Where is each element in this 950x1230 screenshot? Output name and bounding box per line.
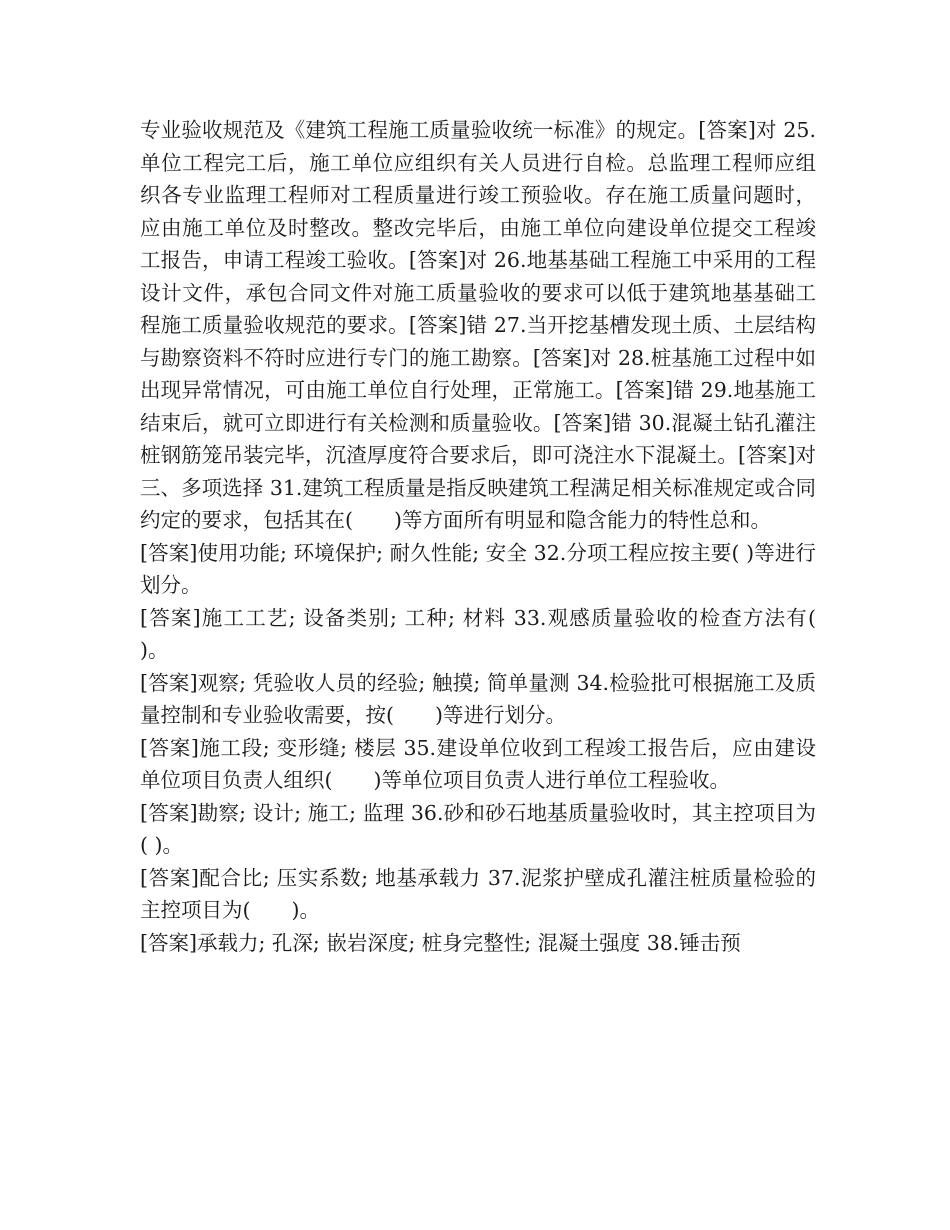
- answer-paragraph-32: [答案]施工工艺; 设备类别; 工种; 材料 33.观感质量验收的检查方法有( )。: [140, 605, 857, 662]
- answer-paragraph-36: [答案]配合比; 压实系数; 地基承载力 37.泥浆护壁成孔灌注桩质量检验的主控项目为( )。: [140, 865, 816, 922]
- answer-paragraph-31: [答案]使用功能; 环境保护; 耐久性能; 安全 32.分项工程应按主要( )等进行划分。: [140, 540, 816, 597]
- answer-paragraph-35: [答案]勘察; 设计; 施工; 监理 36.砂和砂石地基质量验收时，其主控项目为( )。: [140, 800, 816, 857]
- answer-paragraph-34: [答案]施工段; 变形缝; 楼层 35.建设单位收到工程竣工报告后，应由建设单位项目负责人组织( )等单位项目负责人进行单位工程验收。: [140, 735, 816, 792]
- paragraph-true-false-answers: 专业验收规范及《建筑工程施工质量验收统一标准》的规定。[答案]对 25.单位工程完工后，施工单位应组织有关人员进行自检。总监理工程师应组织各专业监理工程师对工程质量进行竣工预验收。存在施工质量问题时，应由施工单位及时整改。整改完毕后，由施工单位向建设单位提交工程竣工报告，申请工程竣工验收。[答案]对 26.地基基础工程施工中采用的工程设计文件，承包合同文件对施工质量验收的要求可以低于建筑地基基础工程施工质量验收规范的要求。[答案]错 27.当开挖基槽发现土质、土层结构与勘察资料不符时应进行专门的施工勘察。[答案]对 28.桩基施工过程中如出现异常情况，可由施工单位自行处理，正常施工。[答案]错 29.地基施工结束后，就可立即进行有关检测和质量验收。[答案]错 30.混凝土钻孔灌注桩钢筋笼吊装完毕，沉渣厚度符合要求后，即可浇注水下混凝土。[答案]对 三、多项选择 31.建筑工程质量是指反映建筑工程满足相关标准规定或合同约定的要求，包括其在( )等方面所有明显和隐含能力的特性总和。: [140, 118, 816, 532]
- answer-paragraph-33: [答案]观察; 凭验收人员的经验; 触摸; 简单量测 34.检验批可根据施工及质量控制和专业验收需要，按( )等进行划分。: [140, 670, 816, 727]
- answer-paragraph-37: [答案]承载力; 孔深; 嵌岩深度; 桩身完整性; 混凝土强度 38.锤击预: [140, 930, 741, 955]
